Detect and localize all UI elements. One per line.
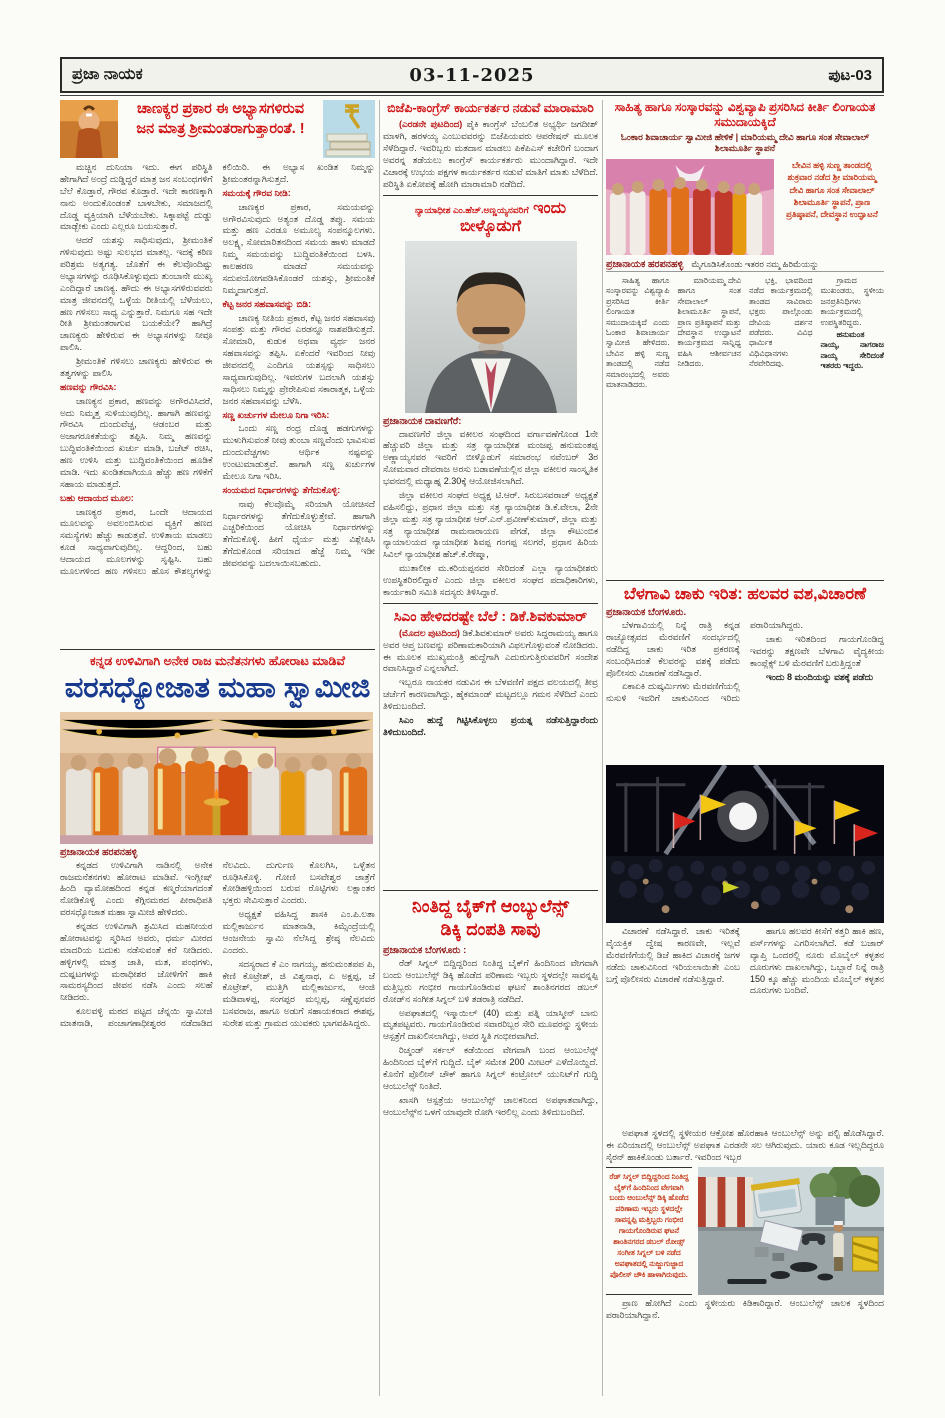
- subhead: ಕೆಟ್ಟ ಜನರ ಸಹವಾಸವನ್ನು ಬಿಡಿ:: [222, 298, 312, 309]
- paragraph: ರಿಚ್ಮಂಡ್ ಸರ್ಕಲ್ ಕಡೆಯಿಂದ ವೇಗವಾಗಿ ಬಂದ ಆಂಬುಲೆನ್ಸ್ ಹಿಂದಿನಿಂದ ಬೈಕ್‌ಗೆ ಗುದ್ದಿದೆ. ಬೈಕ್ ಸಮೇತ 200 ಮೀಟರ್ ಎಳೆದೊಯ್ದಿದೆ. ಕೊನೆಗೆ ಪೊಲೀಸ್ ಚೌಕ್ ಹಾಗೂ ಸಿಗ್ನಲ್ ಕಂಟ್ರೋಲ್ ಯುನಿಟ್‌ಗೆ ಗುದ್ದಿ ಆಂಬುಲೆನ್ಸ್ ನಿಂತಿದೆ.: [383, 1045, 598, 1091]
- section-rule: [383, 890, 598, 891]
- belagavi-headline: ಬೆಳಗಾವಿ ಚಾಕು ಇರಿತ: ಹಲವರ ವಶ,ವಿಚಾರಣೆ: [623, 585, 867, 603]
- lingayat-deck: ಓಂಕಾರ ಶಿವಾಚಾರ್ಯ ಸ್ವಾಮೀಜಿ ಹೇಳಿಕೆ | ಮಾರಿಯಮ್ಮ ದೇವಿ ಹಾಗೂ ಸಂತ ಸೇವಾಲಾಲ್ ಶಿಲಾಮೂರ್ತಿ ಸ್ಥಾಪನೆ: [620, 132, 870, 153]
- belagavi-body-top: [606, 620, 884, 762]
- paragraph: ಚಾಣಕ್ಯ ನೀತಿಯ ಪ್ರಕಾರ, ಕೆಟ್ಟ ಜನರ ಸಹವಾಸವು ಸಂಪತ್ತು ಮತ್ತು ಗೌರವ ಎರಡನ್ನೂ ನಾಶಪಡಿಸುತ್ತದೆ. ಸೋಮಾರಿ, ಕುಡುಕ ಅಥವಾ ವ್ಯರ್ಥ ಜನರ ಸಹವಾಸವನ್ನು ತಪ್ಪಿಸಿ. ಏಕೆಂದರೆ ಇವರಿಂದ ನೀವು ಜೀವನದಲ್ಲಿ ಎಂದಿಗೂ ಯಶಸ್ಸನ್ನು ಸಾಧಿಸಲು ಸಾಧ್ಯವಾಗುವುದಿಲ್ಲ. ಇವರುಗಳ ಬದಲಾಗಿ ಯಶಸ್ಸು ಸಾಧಿಸಲು ನಿಮ್ಮನ್ನು ಪ್ರೇರೇಪಿಸುವ ಸಕಾರಾತ್ಮಕ, ಒಳ್ಳೆಯ ಜನರ ಸಹವಾಸವನ್ನು ಬೆಳೆಸಿ.: [222, 312, 375, 406]
- article-belagavi-stabbing: [606, 585, 884, 1126]
- chanakya-headline-line1: ಚಾಣಕ್ಯರ ಪ್ರಕಾರ ಈ ಅಭ್ಯಾಸಗಳಿರುವ: [136, 101, 305, 117]
- paragraph: ಒಂದು ಸಣ್ಣ ರಂಧ್ರ ದೊಡ್ಡ ಹಡಗುಗಳನ್ನು ಮುಳುಗಿಸುವಂತೆ ನೀವು ತುಂಬಾ ಸಣ್ಣವೆಂದು ಭಾವಿಸುವ ದುಂದುವೆಚ್ಚಗಳು ಆರ್ಥಿಕ ನಷ್ಟವನ್ನು ಉಂಟುಮಾಡುತ್ತವೆ. ಹಾಗಾಗಿ ಸಣ್ಣ ಖರ್ಚುಗಳ ಮೇಲೂ ನಿಗಾ ಇರಿಸಿ.: [222, 423, 375, 481]
- ambulance-headline-line2: ಡಿಕ್ಕಿ ದಂಪತಿ ಸಾವು: [440, 919, 541, 940]
- cm-headline: ಸಿಎಂ ಹೇಳಿದರಷ್ಟೇ ಬೆಲೆ : ಡಿಕೆ.ಶಿವಕುಮಾರ್: [393, 607, 588, 624]
- paragraph: ಖಾಸಗಿ ಆಸ್ಪತ್ರೆಯ ಆಂಬುಲೆನ್ಸ್ ಚಾಲಕನಿಂದ ಅಪಘಾತವಾಗಿದ್ದು, ಆಂಬುಲೆನ್ಸ್‌ನ ಒಳಗೆ ಯಾವುದೇ ರೋಗಿ ಇರಲಿಲ್ಲ ಎಂದು ತಿಳಿದುಬಂದಿದೆ.: [383, 1094, 598, 1117]
- masthead-rule: [60, 95, 884, 96]
- paragraph: ಹಾಗೂ ಹಲವರ ಕೀಸೆಗೆ ಕತ್ತರಿ ಹಾಕಿ ಹಣ, ಪರ್ಸ್‌ಗಳನ್ನು ಎಗರಿಸಲಾಗಿದೆ. ಕಡೆ ಬಜಾರ್ ವ್ಯಾಪ್ತಿ ಒಂದರಲ್ಲಿ ನೂರು ಮೊಬೈಲ್ ಕಳ್ಳತನ ದೂರುಗಳು ದಾಖಲಾಗಿದ್ದು, ಒಬ್ಬಾರೆ ನಿನ್ನೆ ರಾತ್ರಿ 150 ಕ್ಕೂ ಹೆಚ್ಚು ಮಂದಿಯ ಮೊಬೈಲ್ ಕಳ್ಳತನ ದೂರುಗಳು ಬಂದಿವೆ.: [750, 926, 884, 996]
- paragraph: ಸದಸ್ಯರಾದ ಕೆ ಎಂ ನಾಗಯ್ಯ, ಹನುಮಂತಪಪ ಪಿ, ಕೇಣಿ ಕೊಟ್ರೇಶ್, ಜಿ ವಿಶ್ವನಾಥ, ಏ ಅಕ್ಷಪ್ಪ, ಜೆ ಕೊಟ್ರೇಶ್, ಮುತ್ತಿಗಿ ಮಲ್ಲಿಕಾರ್ಜುನ, ಆಂಜಿ ಮಡಿವಾಳಪ್ಪ, ಸಂಗಪ್ಪರ ಮಲ್ಲಪ್ಪ, ಸಣ್ಣೆಪ್ಪನವರ ಬಸವರಾಜ, ಹಾಗೂ ಅಡುಗೆ ಸಹಾಯಕರಾದ ಈಶಪ್ಪ, ಸುರೇಶ ಮತ್ತು ಗ್ರಾಮದ ಯುವಕರು ಭಾಗವಹಿಸಿದ್ದರು.: [222, 958, 375, 1029]
- lingayat-byline: ಪ್ರಜಾನಾಯಕ ಹರಪನಹಳ್ಳಿ: [606, 259, 684, 270]
- rupee-currency-photo: [323, 100, 375, 158]
- paragraph: ರೆಡ್ ಸಿಗ್ನಲ್ ಬಿದ್ದಿದ್ದರಿಂದ ನಿಂತಿದ್ದ ಬೈಕ್‌ಗೆ ಹಿಂದಿನಿಂದ ವೇಗವಾಗಿ ಬಂದು ಆಂಬುಲೆನ್ಸ್ ಡಿಕ್ಕಿ ಹೊಡೆದ ಪರಿಣಾಮ ಇಬ್ಬರು ಸ್ಥಳದಲ್ಲೇ ಸಾವನ್ನಪ್ಪಿ ಮತ್ತಿಬ್ಬರು ಗಂಭೀರ ಗಾಯಗೊಂಡಿರುವ ಘಟನೆ ಶಾಂತಿನಗರದ ಡಬಲ್ ರೋಡ್‌ನ ಸಂಗೀತ ಸಿಗ್ನಲ್ ಬಳಿ ತಡರಾತ್ರಿ ನಡೆದಿದೆ.: [383, 958, 598, 1004]
- paragraph: ಆದರೆ ಯಶಸ್ಸು ಸಾಧಿಸುವುದು, ಶ್ರೀಮಂತಿಕೆ ಗಳಿಸುವುದು ಅಷ್ಟು ಸುಲಭದ ಮಾತಲ್ಲ. ಇದಕ್ಕೆ ಕಠಿಣ ಪರಿಶ್ರಮ ಅತ್ಯಗತ್ಯ. ಜೊತೆಗೆ ಈ ಕೆಲವೊಂದಿಷ್ಟು ಅಭ್ಯಾಸಗಳನ್ನು ರೂಢಿಸಿಕೊಳ್ಳುವುದು ತುಂಬಾನೇ ಮುಖ್ಯ ಎಂದಿದ್ದಾರೆ ಚಾಣಕ್ಯ. ಹೌದು ಈ ಅಭ್ಯಾಸಗಳಿರುವವರು ಮಾತ್ರ ಜೀವನದಲ್ಲಿ ಒಳ್ಳೆಯ ರೀತಿಯಲ್ಲಿ ಬೆಳೆಯಲು, ಹಣ ಗಳಿಸಲು ಸಾಧ್ಯ ಎನ್ನುತ್ತಾರೆ. ನಿಮಗೂ ಸಹ ಇದೇ ರೀತಿ ಶ್ರೀಮಂತರಾಗುವ ಬಯಕೆಯೇ? ಹಾಗಿದ್ರೆ ಚಾಣಕ್ಯರು ಹೇಳಿರುವ ಈ ಅಭ್ಯಾಸಗಳನ್ನು ನೀವೂ ಪಾಲಿಸಿ.: [60, 235, 213, 353]
- ambulance-headline-line1: ನಿಂತಿದ್ದ ಬೈಕ್‌ಗೆ ಆಂಬ್ಯುಲೆನ್ಸ್: [412, 895, 569, 916]
- subhead: ಸಂಯಮದ ನಿರ್ಧಾರಗಳನ್ನು ತೆಗೆದುಕೊಳ್ಳಿ:: [222, 484, 341, 495]
- paragraph: ಕೂಲವಳ್ಳಿ ಮಠದ ಪಟ್ಟದ ಚೆನ್ನಯಿ ಸ್ವಾಮೀಜಿ ಮಾತನಾಡಿ, ಪಂಚಾಗಣಾಧೀಶ್ವರರ ನಡೆದಾಡಿದ ನೆಲವಿದು. ದುರ್ಗುಣ ಕೊಲಗಿಸಿ, ಒಳ್ಳೆತನ ರೂಢಿಸಿಕೊಳ್ಳಿ. ಗೋಣಿ ಬಸವೇಶ್ವರ ಜಾತ್ರೆಗೆ ಕೋಡಿಹಳ್ಳಿಯಿಂದ ಬರುವ ರೊಟ್ಟಿಗಳು ಲಕ್ಷಾಂತರ ಭಕ್ತರು ಸೇವಿಸುತ್ತಾರೆ ಎಂದರು.: [60, 859, 375, 1029]
- article-judge-farewell: [383, 200, 598, 599]
- paragraph: ಅಪಘಾತದಲ್ಲಿ ಇಸ್ಮಾಯಿಲ್ (40) ಮತ್ತು ಪತ್ನಿ ಯಾಸ್ಮೀನ್ ಬಾನು ಮೃತಪಟ್ಟವರು. ಗಾಯಗೊಂಡಿರುವ ಸವಾರರಿಬ್ಬರ ಸೇರಿ ಮೂವರನ್ನು ಸ್ಥಳೀಯ ಆಸ್ಪತ್ರೆಗೆ ದಾಖಲಿಸಲಾಗಿದ್ದು, ಅವರ ಸ್ಥಿತಿ ಗಂಭೀರವಾಗಿದೆ.: [383, 1007, 598, 1042]
- article-cm-dks: [383, 608, 598, 886]
- accident-photo-caption: ರೆಡ್ ಸಿಗ್ನಲ್ ಬಿದ್ದಿದ್ದರಿಂದ ನಿಂತಿದ್ದ ಬೈಕ್‌ಗೆ ಹಿಂದಿನಿಂದ ವೇಗವಾಗಿ ಬಂದು ಆಂಬುಲೆನ್ಸ್ ಡಿಕ್ಕಿ ಹೊಡೆದ ಪರಿಣಾಮ ಇಬ್ಬರು ಸ್ಥಳದಲ್ಲೇ ಸಾವನ್ನಪ್ಪಿ ಮತ್ತಿಬ್ಬರು ಗಂಭೀರ ಗಾಯಗೊಂಡಿರುವ ಘಟನೆ ಶಾಂತಿನಗರದ ಡಬಲ್ ರೋಡ್ಸ್ ಸಂಗೀತ ಸಿಗ್ನಲ್ ಬಳಿ ನಡೆದ ಅಪಘಾತದಲ್ಲಿ ನುಜ್ಜುಗುಜ್ಜಾದ ಪೊಲೀಸ್ ಚೌಕಿ ಹಾಳಾಗಿರುವುದು.: [609, 1171, 689, 1279]
- lingayat-headline: ಸಾಹಿತ್ಯ ಹಾಗೂ ಸಂಸ್ಕಾರವನ್ನು ವಿಶ್ವವ್ಯಾಪಿ ಪ್ರಸರಿಸಿದ ಕೀರ್ತಿ ಲಿಂಗಾಯತ ಸಮುದಾಯಕ್ಕಿದೆ: [614, 100, 876, 129]
- article-bjp-congress-clash: [383, 100, 598, 191]
- paragraph: [383, 119, 598, 190]
- paragraph: ಸಾಹಿತ್ಯ ಹಾಗೂ ಸಂಸ್ಕಾರವನ್ನು ವಿಶ್ವವ್ಯಾಪಿ ಪ್ರಸರಿಸಿದ ಕೀರ್ತಿ ಲಿಂಗಾಯತ ಸಮುದಾಯಕ್ಕಿದೆ ಎಂದು ಓಂಕಾರ ಶಿವಾಚಾರ್ಯ ಸ್ವಾಮೀಜಿ ಹೇಳಿದರು. ಬೇವಿನ ಹಳ್ಳಿ ಸುಣ್ಣ ತಾಂಡದಲ್ಲಿ ನಡೆದ ಸಮಾರಂಭದಲ್ಲಿ ಅವರು ಮಾತನಾಡಿದರು.: [606, 276, 670, 389]
- paragraph: ಜಿಲ್ಲಾ ವಕೀಲರ ಸಂಘದ ಅಧ್ಯಕ್ಷ ಟಿ.ಆರ್. ಸಿರುಬಸವರಾಜ್ ಅಧ್ಯಕ್ಷತೆ ವಹಿಸಲಿದ್ದು, ಪ್ರಧಾನ ಜಿಲ್ಲಾ ಮತ್ತು ಸತ್ರ ನ್ಯಾಯಾಧೀಶ ಡಿ.ಕೆ.ವೇಲಾ, 2ನೇ ಜಿಲ್ಲಾ ಮತ್ತು ಸತ್ರ ನ್ಯಾಯಾಧೀಶ ಆರ್.ಎನ್.ಪ್ರವೀಣ್‌ಕುಮಾರ್, ಜಿಲ್ಲಾ ಮತ್ತು ಸತ್ರ ನ್ಯಾಯಾಧೀಶ ರಾಮನಾರಾಯಣ ಪೆಗಡೆ, ಜಿಲ್ಲಾ ಕೌಟುಂಬಿಕ ನ್ಯಾಯಾಲಯದ ನ್ಯಾಯಾಧೀಶ ಶಿವಪ್ಪ ಗಂಗಪ್ಪ ಸಲಗರೆ, ಪ್ರಧಾನ ಹಿರಿಯ ಸಿವಿಲ್ ನ್ಯಾಯಾಧೀಶ ಹೆಚ್.ಕೆ.ರೇಷ್ಮಾ,: [383, 489, 598, 560]
- lingayat-body: [606, 276, 884, 576]
- clash-headline: ಬಿಜೆಪಿ-ಕಾಂಗ್ರೆಸ್ ಕಾರ್ಯಕರ್ತರ ನಡುವೆ ಮಾರಾಮಾರಿ: [387, 101, 594, 115]
- subhead: ಹಣವನ್ನು ಗೌರವಿಸಿ:: [60, 381, 117, 392]
- farewell-headline: ಇಂದು ಬೀಳ್ಕೊಡುಗೆ: [460, 199, 567, 235]
- paragraph: ನಾವು ಕೆಲವೊಮ್ಮೆ ಸರಿಯಾಗಿ ಯೋಚಿಸದೆ ನಿರ್ಧಾರಗಳನ್ನು ತೆಗೆದುಕೊಳ್ಳುತ್ತೇವೆ. ಹಾಗಾಗಿ ಎಚ್ಚರಿಕೆಯಿಂದ ಯೋಚಿಸಿ ನಿರ್ಧಾರಗಳನ್ನು ತೆಗೆದುಕೊಳ್ಳಿ. ಹೀಗೆ ಧೈರ್ಯ ಮತ್ತು ವಿಶ್ಲೇಷಿಸಿ ತೆಗೆದುಕೊಂಡ ಸರಿಯಾದ ಹೆಜ್ಜೆ ನಿಮ್ಮ ಇಡೀ ಜೀವನವನ್ನು ಬದಲಾಯಿಸಬಹುದು.: [222, 498, 375, 568]
- paragraph: ಚಾಣಕ್ಯನ ಪ್ರಕಾರ, ಹಣವನ್ನು ಅಗೌರವಿಸಿದರೆ, ಅದು ನಿಮ್ಮತ್ತ ಸುಳಿಯುವುದಿಲ್ಲ. ಹಾಗಾಗಿ ಹಣವನ್ನು ಗೌರವಿಸಿ ದುಂದುವೆಚ್ಚ, ಆಡಂಬರ ಮತ್ತು ಅಜಾಗರೂಕತೆಯನ್ನು ತಪ್ಪಿಸಿ. ನಿಮ್ಮ ಹಣವನ್ನು ಬುದ್ಧಿವಂತಿಕೆಯಿಂದ ಖರ್ಚು ಮಾಡಿ, ಬಜೆಟ್ ರಚಿಸಿ, ಹಣ ಉಳಿಸಿ ಮತ್ತು ಬುದ್ಧಿವಂತಿಕೆಯಿಂದ ಹೂಡಿಕೆ ಮಾಡಿ. ಇದು ಖಂಡಿತವಾಗಿಯೂ ಹೆಚ್ಚು ಹಣ ಗಳಿಕೆಗೆ ಸಹಾಯ ಮಾಡುತ್ತದೆ.: [60, 395, 213, 489]
- newspaper-title: ಪ್ರಜಾ ನಾಯಕ: [72, 66, 143, 83]
- paragraph: ಇಬ್ಬರೂ ನಾಯಕರ ನಡುವಿನ ಈ ಬೆಳವಣಿಗೆ ಪಕ್ಷದ ವಲಯದಲ್ಲಿ ತೀವ್ರ ಚರ್ಚೆಗೆ ಕಾರಣವಾಗಿದ್ದು, ಹೈಕಮಾಂಡ್ ಮಟ್ಟದಲ್ಲೂ ಗಮನ ಸೆಳೆದಿದೆ ಎಂದು ತಿಳಿದುಬಂದಿದೆ.: [383, 677, 598, 711]
- belagavi-body-bottom: [606, 926, 884, 1126]
- ambulance-accident-scene-photo: [698, 1167, 884, 1295]
- section-rule: [383, 195, 598, 196]
- idol-installation-ceremony-photo: [606, 159, 774, 255]
- subhead: ಸಣ್ಣ ಖರ್ಚುಗಳ ಮೇಲೂ ನಿಗಾ ಇರಿಸಿ:: [222, 409, 330, 420]
- column-divider: [602, 100, 603, 1396]
- continued-from-tag: (ಮೊದಲ ಪುಟದಿಂದ): [399, 627, 460, 638]
- paragraph: ಮುತಾಲೀಕ ಮ.ಕರಿಯಪ್ಪನವರ ಸೇರಿದಂತೆ ಎಲ್ಲಾ ನ್ಯಾಯಾಧೀಶರು ಉಪಸ್ಥಿತರಿರಲಿದ್ದಾರೆ ಎಂದು ಜಿಲ್ಲಾ ವಕೀಲರ ಸಂಘದ ಪದಾಧಿಕಾರಿಗಳು, ಕಾರ್ಯಕಾರಿ ಸಮಿತಿ ಸದಸ್ಯರು ತಿಳಿಸಿದ್ದಾರೆ.: [383, 563, 598, 597]
- paragraph: ಕನ್ನಡದ ಉಳಿವಿಗಾಗಿ ನಾಡಿನಲ್ಲಿ ಅನೇಕ ರಾಜಮನೆತನಗಳು ಹೋರಾಟ ಮಾಡಿವೆ. ಇಂಗ್ಲೀಷ್ ಹಿಂದಿ ವ್ಯಾಮೋಹದಿಂದ ಕನ್ನಡ ಕಣ್ಮರೆಯಾಗದಂತೆ ನೋಡಿಕೊಳ್ಳಿ ಎಂದು ಕೆಗ್ಗಿನಮಠದ ಪೀಠಾಧಿಪತಿ ವರಸಧ್ಯೋಜಾತ ಮಹಾ ಸ್ವಾಮೀಜಿ ಹೇಳಿದರು.: [60, 859, 213, 918]
- paragraph: ಬೆಳಗಾವಿಯಲ್ಲಿ ನಿನ್ನೆ ರಾತ್ರಿ ಕನ್ನಡ ರಾಜ್ಯೋತ್ಸವದ ಮೆರವಣಿಗೆ ಸಂದರ್ಭದಲ್ಲಿ ನಡೆದಿದ್ದ ಚಾಕು ಇರಿತ ಪ್ರಕರಣಕ್ಕೆ ಸಂಬಂಧಿಸಿದಂತೆ ಕೆಲವರನ್ನು ವಶಕ್ಕೆ ಪಡೆದು ಪೊಲೀಸರು ವಿಚಾರಣೆ ನಡೆಸಿದ್ದಾರೆ.: [606, 620, 740, 678]
- paragraph: ಮಾರಿಯಮ್ಮ ದೇವಿ ಹಾಗೂ ಸಂತ ಸೇವಾಲಾಲ್ ಶಿಲಾಮೂರ್ತಿ ಸ್ಥಾಪನೆ, ಪ್ರಾಣ ಪ್ರತಿಷ್ಠಾಪನೆ ಮತ್ತು ದೇವಸ್ಥಾನ ಉದ್ಘಾಟನೆ ಕಾರ್ಯಕ್ರಮದ ಸಾನ್ನಿಧ್ಯ ವಹಿಸಿ ಆಶೀರ್ವಚನ ನೀಡಿದರು.: [677, 276, 741, 369]
- paragraph: ಸಿಎಂ ಹುದ್ದೆ ಗಿಟ್ಟಿಸಿಕೊಳ್ಳಲು ಪ್ರಯತ್ನ ನಡೆಸುತ್ತಿದ್ದಾರೆಂದು ತಿಳಿದುಬಂದಿದೆ.: [383, 714, 598, 737]
- farewell-pre-headline: ನ್ಯಾಯಾಧೀಶ ಎಂ.ಹೆಚ್.ಅಣ್ಣಯ್ಯನವರಿಗೆ: [414, 204, 529, 215]
- farewell-byline: ಪ್ರಜಾನಾಯಕ ದಾವಣಗೆರೆ:: [383, 415, 462, 427]
- issue-date: 03-11-2025: [409, 64, 535, 86]
- section-rule: [60, 649, 375, 650]
- farewell-body: [383, 429, 598, 599]
- paragraph: ಕನ್ನಡದ ಉಳಿವಿಗಾಗಿ ಶ್ರಮಿಸಿದ ಮಹನೀಯರ ಹೋರಾಟವನ್ನು ಸ್ಮರಿಸಿದ ಅವರು, ಧರ್ಮ ಮೀರದ ಮಾದರಿಯ ಬದುಕು ನಡೆಸುವಂತೆ ಕರೆ ನೀಡಿದರು. ಹಳ್ಳಿಗಳಲ್ಲಿ ಮಾತ್ರ ಜಾತಿ, ಮತ, ಪಂಥಗಳು, ದುಷ್ಪಟಗಳನ್ನು ಮಠಾಧೀಶರ ಜೋಳಿಗೆಗೆ ಹಾಕಿ ಸಾಮರಸ್ಯದಿಂದ ಜೀವನ ನಡೆಸಿ ಎಂದು ಸಲಹೆ ನೀಡಿದರು.: [60, 921, 213, 1003]
- paragraph: [383, 628, 598, 676]
- right-section: [606, 100, 884, 1396]
- judge-portrait-photo: [405, 241, 577, 413]
- article-ambulance-crash: [383, 895, 598, 1210]
- rajyotsava-night-procession-photo: [606, 765, 884, 923]
- paragraph: ಅಪಘಾತ ಸ್ಥಳದಲ್ಲಿ ಸ್ಥಳೀಯರ ಆಕ್ರೋಶ ಹೊರಹಾಕಿ ಆಂಬುಲೆನ್ಸ್ ಅನ್ನು ಪಲ್ಟಿ ಹೊಡೆಸಿದ್ದಾರೆ. ಈ ಏರಿಯಾದಲ್ಲಿ ಆಂಬುಲೆನ್ಸ್ ಅಪಘಾತ ಎರಡನೇ ಸಲ ಆಗಿರುವುದು. ಯಾರು ಕೂಡ ಇಲ್ಲದಿದ್ದರೂ ಸೈರನ್ ಹಾಕಿಕೊಂಡು ಬರ್ತಾರೆ. ಇವರಿಂದ ಇಬ್ಬರ: [606, 1128, 884, 1162]
- paragraph: ಹನುಮಂತ ನಾಯ್ಕ, ನಾಗರಾಜ ನಾಯ್ಕ ಸೇರಿದಂತೆ ಇತರರು ಇದ್ದರು.: [820, 329, 884, 371]
- paragraph: ಪ್ರಾಣ ಹೋಗಿದೆ ಎಂದು ಸ್ಥಳೀಯರು ಕಿಡಿಕಾರಿದ್ದಾರೆ. ಆಂಬುಲೆನ್ಸ್ ಚಾಲಕ ಸ್ಥಳದಿಂದ ಪರಾರಿಯಾಗಿದ್ದಾನೆ.: [606, 1297, 884, 1320]
- paragraph: ಇಂದು 8 ಮಂದಿಯನ್ನು ವಶಕ್ಕೆ ಪಡೆದು: [766, 671, 874, 682]
- cm-body-1: ಡಿಕೆ.ಶಿವಕುಮಾರ್ ಅವರು ಸಿದ್ದರಾಮಯ್ಯ ಹಾಗೂ ಅವರ ಆಪ್ತ ಬಣವನ್ನು ಪರಿಣಾಮಕಾರಿಯಾಗಿ ವಿಫಲಗೊಳ್ಳುವಂತೆ ನೋಡಿದರು. ಈ ಮೂಲಕ ಮುಖ್ಯಮಂತ್ರಿ ಹುದ್ದೆಗಾಗಿ ಎದುರುಗುತ್ತಿರುವವರಿಗೆ ಸಂದೇಶ ರವಾನಿಸಿದ್ದಾರೆ ಎನ್ನಲಾಗಿದೆ.: [383, 627, 598, 674]
- swamiji-body: [60, 860, 375, 1365]
- paragraph: ಗ್ರಾಮದ ಮುಖಂಡರು, ಸ್ಥಳೀಯ ಜನಪ್ರತಿನಿಧಿಗಳು ಕಾರ್ಯಕ್ರಮದಲ್ಲಿ ಉಪಸ್ಥಿತರಿದ್ದರು.: [820, 276, 884, 327]
- middle-section: [383, 100, 598, 1396]
- belagavi-byline: ಪ್ರಜಾನಾಯಕ ಬೆಂಗಳೂರು.: [606, 607, 687, 618]
- subhead: ಸಮಯಕ್ಕೆ ಗೌರವ ನೀಡಿ:: [222, 187, 291, 198]
- ambulance-body: [383, 958, 598, 1210]
- ambulance-byline: ಪ್ರಜಾನಾಯಕ ಬೆಂಗಳೂರು :: [383, 945, 467, 956]
- paragraph: ಚಾಣಕ್ಯರ ಪ್ರಕಾರ, ಸಮಯವನ್ನು ಅಗೌರವಿಸುವುದು ಅತ್ಯಂತ ದೊಡ್ಡ ತಪ್ಪು. ಸಮಯ ಮತ್ತು ಹಣ ಎರಡೂ ಅಮೂಲ್ಯ ಸಂಪನ್ಮೂಲಗಳು. ಅಲಕ್ಷ್ಯ, ಸೋಮಾರಿತನದಿಂದ ಸಮಯ ಹಾಳು ಮಾಡದೆ ನಿಮ್ಮ ಸಮಯವನ್ನು ಬುದ್ಧಿವಂತಿಕೆಯಿಂದ ಬಳಸಿ. ಕಾಲಹರಣ ಮಾಡದೆ ಸಮಯವನ್ನು ಸದುಪಯೋಗಪಡಿಸಿಕೊಂಡರೆ ಯಶಸ್ಸು, ಶ್ರೀಮಂತಿಕೆ ನಿಮ್ಮದಾಗುತ್ತದೆ.: [222, 201, 375, 295]
- paragraph: ಅಧ್ಯಕ್ಷತೆ ವಹಿಸಿದ್ದ ಶಾಸಕಿ ಎಂ.ಪಿ.ಲತಾ ಮಲ್ಲಿಕಾರ್ಜುನ ಮಾತನಾಡಿ, ಕಿಮ್ಸೆಂದ್ರೆಯಲ್ಲಿ ಆಂಜನೇಯ ಸ್ವಾಮಿ ನೆಲೆಸಿದ್ದ ಶ್ರೇಷ್ಠ ನೆಲವಿದು ಎಂದರು.: [222, 909, 375, 955]
- continued-from-tag: (ಎರಡನೇ ಪುಟದಿಂದ): [399, 119, 463, 130]
- paragraph: ಚಾಣಕ್ಯರ ಪ್ರಕಾರ, ಒಂದೇ ಆದಾಯದ ಮೂಲವನ್ನು ಅವಲಂಬಿಸಿರುವ ವ್ಯಕ್ತಿಗೆ ಹಣದ ಸಮಸ್ಯೆಗಳು ಹೆಚ್ಚು ಕಾಡುತ್ತವೆ. ಉಳಿತಾಯ ಮಾಡಲು ಕೂಡ ಸಾಧ್ಯವಾಗುವುದಿಲ್ಲ. ಆದ್ದರಿಂದ, ಬಹು ಆದಾಯದ ಮೂಲಗಳನ್ನು ಸೃಷ್ಟಿಸಿ. ಬಹು ಮೂಲಗಳಿಂದ ಹಣ ಗಳಿಸಲು ಹೊಸ ಕೌಶಲ್ಯಗಳನ್ನು ಕಲಿಯಿರಿ. ಈ ಅಭ್ಯಾಸ ಖಂಡಿತ ನಿಮ್ಮನ್ನು ಶ್ರೀಮಂತರನ್ನಾಗಿಸುತ್ತದೆ.: [60, 162, 375, 576]
- paragraph: ಮಚ್ಚಿನ ದುನಿಯಾ ಇದು. ಈಗ ಪರಿಸ್ಥಿತಿ ಹೇಗಾಗಿದೆ ಅಂದ್ರೆ ದುಡ್ಡಿದ್ದರೆ ಮಾತ್ರ ಜನ ಸಂಬಂಧಗಳಿಗೆ ಬೆಲೆ ಕೊಡ್ತಾರೆ, ಗೌರವ ಕೊಡ್ತಾರೆ. ಇದೇ ಕಾರಣಕ್ಕಾಗಿ ನಾನು ಅಂದುಕೊಂಡಂತೆ ಬಾಳಬೇಕು, ಸಮಾಜದಲ್ಲಿ ದೊಡ್ಡ ವ್ಯಕ್ತಿಯಾಗಿ ಬೆಳೆಯಬೇಕು. ಸಿಕ್ಕಾಪಟ್ಟೆ ದುಡ್ಡು ಮಾಡ್ಬೇಕು ಎಂದು ಎಲ್ಲರೂ ಬಯಸುತ್ತಾರೆ.: [60, 162, 213, 232]
- article-swamiji: [60, 654, 375, 1365]
- lingayat-lead: ಮೈಗೂಡಿಸಿಕೊಂಡು ಇತರರ ನಮ್ಮ ಹಿರಿಮೆಯನ್ನು: [691, 259, 819, 269]
- paragraph: ಚಾಕು ಇರಿತದಿಂದ ಗಾಯಗೊಂಡಿದ್ದ ಇವರನ್ನು ತಕ್ಷಣವೇ ಬೆಳಗಾವಿ ವೈದ್ಯಕೀಯ ಕಾಂಪ್ಲೆಕ್ಸ್ ಬಳಿ ಮೆರವಣಿಗೆ ಬರುತ್ತಿದ್ದಂತೆ: [750, 633, 884, 668]
- swamiji-byline: ಪ್ರಜಾನಾಯಕ ಹರಪನಹಳ್ಳಿ: [60, 846, 138, 858]
- column-divider: [379, 100, 380, 1396]
- ceremony-photo-caption: ಬೇವಿನ ಹಳ್ಳಿ ಸುಣ್ಣ ತಾಂಡದಲ್ಲಿ ಶುಕ್ರವಾರ ನಡೆದ ಶ್ರೀ ಮಾರಿಯಮ್ಮ ದೇವಿ ಹಾಗೂ ಸಂತ ಸೇವಾಲಾಲ್ ಶಿಲಾಮೂರ್ತಿ ಸ್ಥಾಪನೆ, ಪ್ರಾಣ ಪ್ರತಿಷ್ಠಾಪನೆ, ದೇವಸ್ಥಾನ ಉದ್ಘಾಟನೆ: [786, 160, 878, 220]
- subhead: ಬಹು ಆದಾಯದ ಮೂಲ:: [60, 492, 134, 503]
- paragraph: ಶ್ರೀಮಂತಿಕೆ ಗಳಿಸಲು ಚಾಣಕ್ಯರು ಹೇಳಿರುವ ಈ ತತ್ವಗಳನ್ನು ಪಾಲಿಸಿ: [60, 356, 213, 378]
- clash-body: ಪೈಕಿ ಕಾಂಗ್ರೆಸ್ ಬೆಂಬಲಿತ ಅಭ್ಯರ್ಥಿ ಜಗದೀಶ್ ಮಾಳಗಿ, ಹರಳಯ್ಯ ಎಂಬುವವರನ್ನು ಬಿಜೆಪಿಯವರು ಆಪರೇಷನ್ ಮೂಲಕ ಸೆಳೆದಿದ್ದಾರೆ. ಇವರಿಬ್ಬರು ಮತದಾನ ಮಾಡಲು ಪಿಕೆಪಿಎಸ್ ಕಚೇರಿಗೆ ಬಂದಾಗ ಅವರನ್ನ ತಡೆಯಲು ಕಾಂಗ್ರೆಸ್ ಕಾರ್ಯಕರ್ತರು ಮುಂದಾಗಿದ್ದಾರೆ. ಇದೇ ವಿಚಾರಕ್ಕೆ ಉಭಯ ಪಕ್ಷಗಳ ಕಾರ್ಯಕರ್ತರ ನಡುವೆ ಮಾತಿಗೆ ಮಾತು ಬೆಳೆದಿದೆ. ಪರಿಸ್ಥಿತಿ ಏಕೋಪಕ್ಕೆ ಹೋಗಿ ಮಾರಾಮಾರಿ ನಡೆದಿದೆ.: [383, 119, 598, 189]
- masthead: [60, 57, 884, 93]
- chanakya-body: [60, 162, 375, 645]
- article-accident-continuation: [606, 1128, 884, 1321]
- section-rule: [606, 580, 884, 581]
- article-chanakya-habits: [60, 100, 375, 645]
- lamp-lighting-group-photo: [60, 712, 373, 844]
- section-rule: [383, 603, 598, 604]
- paragraph: ಏಕಾಏಕಿ ದುಷ್ಕರ್ಮಿಗಳು ಮೆರವಣಿಗೆಯಲ್ಲಿ ನುಸುಳಿ ಇವರಿಗೆ ಚಾಕುವಿನಿಂದ ಇರಿದು ಪರಾರಿಯಾಗಿದ್ದರು.: [606, 620, 803, 704]
- paragraph: ದಾವಣಗೆರೆ ಜಿಲ್ಲಾ ವಕೀಲರ ಸಂಘದಿಂದ ವರ್ಗಾವಣೆಗೊಂಡ 1ನೇ ಹೆಚ್ಚುವರಿ ಜಿಲ್ಲಾ ಮತ್ತು ಸತ್ರ ನ್ಯಾಯಾಧೀಶ ಮಂಜಪ್ಪ ಹನುಮಂತಪ್ಪ ಅಣ್ಣಾಯ್ಯನವರ ಇವರಿಗೆ ಬೀಳ್ಕೊಡುಗೆ ಸಮಾರಂಭ ನವೆಂಬರ್ 3ರ ಸೋಮವಾರ ದೇವರಾಜ ಅರಸು ಬಡಾವಣೆಯಲ್ಲಿನ ಜಿಲ್ಲಾ ವಕೀಲರ ಸಾಂಸ್ಕೃತಿಕ ಭವನದಲ್ಲಿ ಮಧ್ಯಾಹ್ನ 2.30ಕ್ಕೆ ಆಯೋಜಿಸಲಾಗಿದೆ.: [383, 428, 598, 486]
- chanakya-headline-line2: ಜನ ಮಾತ್ರ ಶ್ರೀಮಂತರಾಗುತ್ತಾರಂತೆ. !: [136, 120, 305, 137]
- paragraph: ವಿಚಾರಣೆ ನಡೆಸಿದ್ದಾರೆ. ಚಾಕು ಇರಿತಕ್ಕೆ ವೈಯಕ್ತಿಕ ದ್ವೇಷ ಕಾರಣವೇ, ಇಲ್ಲವೆ ಮೆರವಣಿಗೆಯಲ್ಲಿ ಡಿಜೆ ಹಾಕಿದ ವಿಚಾರಕ್ಕೆ ಜಗಳ ನಡೆದು ಚಾಕುವಿನಿಂದ ಇರಿಯಲಾಯಿತೇ ಎಂಬ ಬಗ್ಗೆ ಪೊಲೀಸರು ವಿಚಾರಣೆ ನಡೆಸುತ್ತಿದ್ದಾರೆ.: [606, 926, 740, 984]
- chanakya-portrait-photo: [60, 100, 118, 158]
- paragraph: ಭಕ್ತಿ, ಭಾವದಿಂದ ನಡೆದ ಕಾರ್ಯಕ್ರಮದಲ್ಲಿ ತಾಂಡದ ಸಾವಿರಾರು ಭಕ್ತರು ಪಾಲ್ಗೊಂಡು ದೇವಿಯ ದರ್ಶನ ಪಡೆದರು. ವಿವಿಧ ಧಾರ್ಮಿಕ ವಿಧಿವಿಧಾನಗಳು ನೆರವೇರಿದವು.: [749, 276, 813, 369]
- article-lingayat-ceremony: [606, 100, 884, 576]
- swamiji-kicker: ಕನ್ನಡ ಉಳಿವಿಗಾಗಿ ಅನೇಕ ರಾಜ ಮನೆತನಗಳು ಹೋರಾಟ ಮಾಡಿವೆ: [90, 654, 345, 668]
- left-section: [60, 100, 375, 1396]
- swamiji-headline: ವರಸಧ್ಯೋಜಾತ ಮಹಾ ಸ್ವಾಮೀಜಿ: [64, 672, 371, 704]
- page-number: ಪುಟ-03: [828, 66, 872, 84]
